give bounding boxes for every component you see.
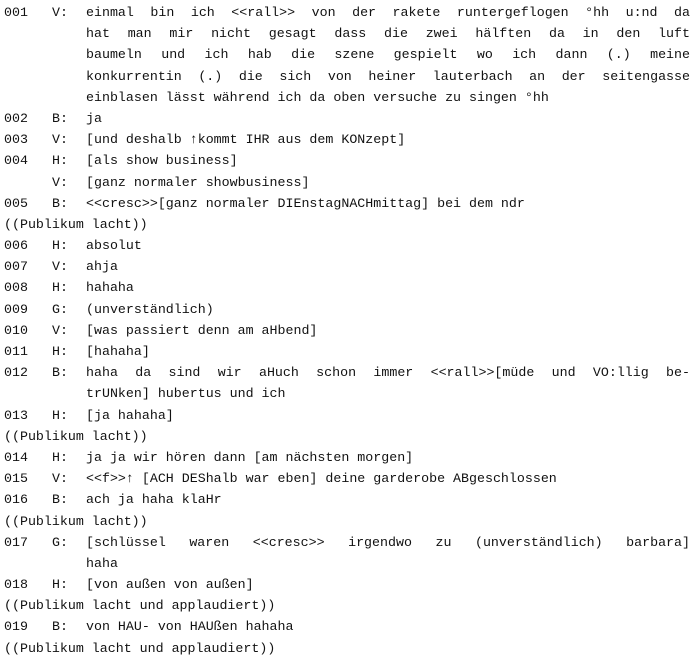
line-number: 007: [4, 259, 28, 275]
line-number: 009: [4, 301, 28, 317]
utterance-text: hat man mir nicht gesagt dass die zwei hälften da in den luft: [86, 26, 690, 42]
speaker-label: V:: [52, 259, 68, 275]
turn-line: [4, 172, 690, 193]
line-number: 002: [4, 110, 28, 126]
utterance-text: [was passiert denn am aHbend]: [86, 322, 318, 338]
speaker-label: G:: [52, 534, 68, 550]
utterance-text: [und deshalb ↑kommt IHR aus dem KONzept]: [86, 132, 406, 148]
speaker-label: B:: [52, 110, 68, 126]
stage-note: ((Publikum lacht und applaudiert)): [4, 598, 276, 614]
turn-line: [4, 277, 690, 298]
utterance-text: [schlüssel waren <<cresc>> irgendwo zu (unverständlich) barbara]: [86, 534, 690, 550]
turn-line: [4, 299, 690, 320]
line-number: 008: [4, 280, 28, 296]
utterance-text: <<f>>↑ [ACH DEShalb war eben] deine garderobe ABgeschlossen: [86, 471, 557, 487]
speaker-label: H:: [52, 280, 68, 296]
utterance-text: <<cresc>>[ganz normaler DIEnstagNACHmittag] bei dem ndr: [86, 195, 525, 211]
turn-line: [4, 468, 690, 489]
continuation-line: [4, 44, 690, 65]
line-number: 011: [4, 344, 28, 359]
speaker-label: H:: [52, 153, 68, 169]
turn-line: [4, 532, 690, 553]
utterance-text: hahaha: [86, 280, 134, 296]
speaker-label: V:: [52, 322, 68, 338]
utterance-text: ach ja haha klaHr: [86, 492, 222, 508]
line-number: 018: [4, 577, 28, 593]
utterance-text: baumeln und ich hab die szene gespielt wo ich dann (.) meine: [86, 47, 690, 63]
line-number: 014: [4, 449, 28, 465]
utterance-text: einblasen lässt während ich da oben versuche zu singen °hh: [86, 89, 549, 105]
turn-line: [4, 235, 690, 256]
utterance-text: (unverständlich): [86, 301, 214, 317]
turn-line: [4, 616, 690, 637]
continuation-line: [4, 87, 690, 108]
continuation-line: [4, 383, 690, 404]
turn-line: [4, 150, 690, 171]
turn-line: [4, 362, 690, 383]
line-number: 019: [4, 619, 28, 635]
speaker-label: B:: [52, 619, 68, 635]
utterance-text: [hahaha]: [86, 344, 150, 359]
stage-note: ((Publikum lacht)): [4, 428, 148, 444]
stage-note: ((Publikum lacht und applaudiert)): [4, 640, 276, 656]
utterance-text: von HAU- von HAUßen hahaha: [86, 619, 294, 635]
turn-line: [4, 256, 690, 277]
turn-line: [4, 320, 690, 341]
stage-note: ((Publikum lacht)): [4, 513, 148, 529]
turn-line: [4, 574, 690, 595]
turn-line: [4, 193, 690, 214]
speaker-label: B:: [52, 492, 68, 508]
utterance-text: [als show business]: [86, 153, 238, 169]
stage-note-line: [4, 426, 690, 447]
utterance-text: [ganz normaler showbusiness]: [86, 174, 310, 190]
speaker-label: G:: [52, 301, 68, 317]
utterance-text: haha: [86, 555, 118, 571]
speaker-label: H:: [52, 449, 68, 465]
speaker-label: V:: [52, 471, 68, 487]
continuation-line: [4, 23, 690, 44]
stage-note-line: [4, 214, 690, 235]
utterance-text: haha da sind wir aHuch schon immer <<rall>>[müde und VO:llig be-: [86, 365, 690, 381]
turn-line: [4, 447, 690, 468]
speaker-label: H:: [52, 407, 68, 423]
utterance-text: ahja: [86, 259, 118, 275]
stage-note-line: [4, 595, 690, 616]
line-number: 010: [4, 322, 28, 338]
line-number: 005: [4, 195, 28, 211]
line-number: 017: [4, 534, 28, 550]
line-number: 016: [4, 492, 28, 508]
line-number: 015: [4, 471, 28, 487]
utterance-text: absolut: [86, 238, 142, 254]
utterance-text: ja ja wir hören dann [am nächsten morgen]: [86, 449, 414, 465]
utterance-text: konkurrentin (.) die sich von heiner lauterbach an der seitengasse: [86, 68, 690, 84]
line-number: 003: [4, 132, 28, 148]
speaker-label: H:: [52, 577, 68, 593]
stage-note-line: [4, 638, 690, 659]
speaker-label: H:: [52, 238, 68, 254]
turn-line: [4, 129, 690, 150]
stage-note: ((Publikum lacht)): [4, 216, 148, 232]
speaker-label: H:: [52, 344, 68, 359]
speaker-label: V:: [52, 132, 68, 148]
continuation-line: [4, 553, 690, 574]
speaker-label: V:: [52, 5, 68, 20]
utterance-text: ja: [86, 110, 102, 126]
turn-line: [4, 2, 690, 23]
utterance-text: [ja hahaha]: [86, 407, 174, 423]
line-number: 001: [4, 5, 28, 20]
turn-line: [4, 489, 690, 510]
line-number: 006: [4, 238, 28, 254]
line-number: 004: [4, 153, 28, 169]
speaker-label: B:: [52, 365, 68, 381]
turn-line: [4, 341, 690, 362]
utterance-text: einmal bin ich <<rall>> von der rakete runtergeflogen °hh u:nd da: [86, 5, 690, 20]
line-number: 013: [4, 407, 28, 423]
line-number: 012: [4, 365, 28, 381]
turn-line: [4, 405, 690, 426]
utterance-text: [von außen von außen]: [86, 577, 254, 593]
speaker-label: V:: [52, 174, 68, 190]
continuation-line: [4, 66, 690, 87]
stage-note-line: [4, 511, 690, 532]
turn-line: [4, 108, 690, 129]
speaker-label: B:: [52, 195, 68, 211]
utterance-text: trUNken] hubertus und ich: [86, 386, 286, 402]
transcript: [4, 2, 690, 659]
